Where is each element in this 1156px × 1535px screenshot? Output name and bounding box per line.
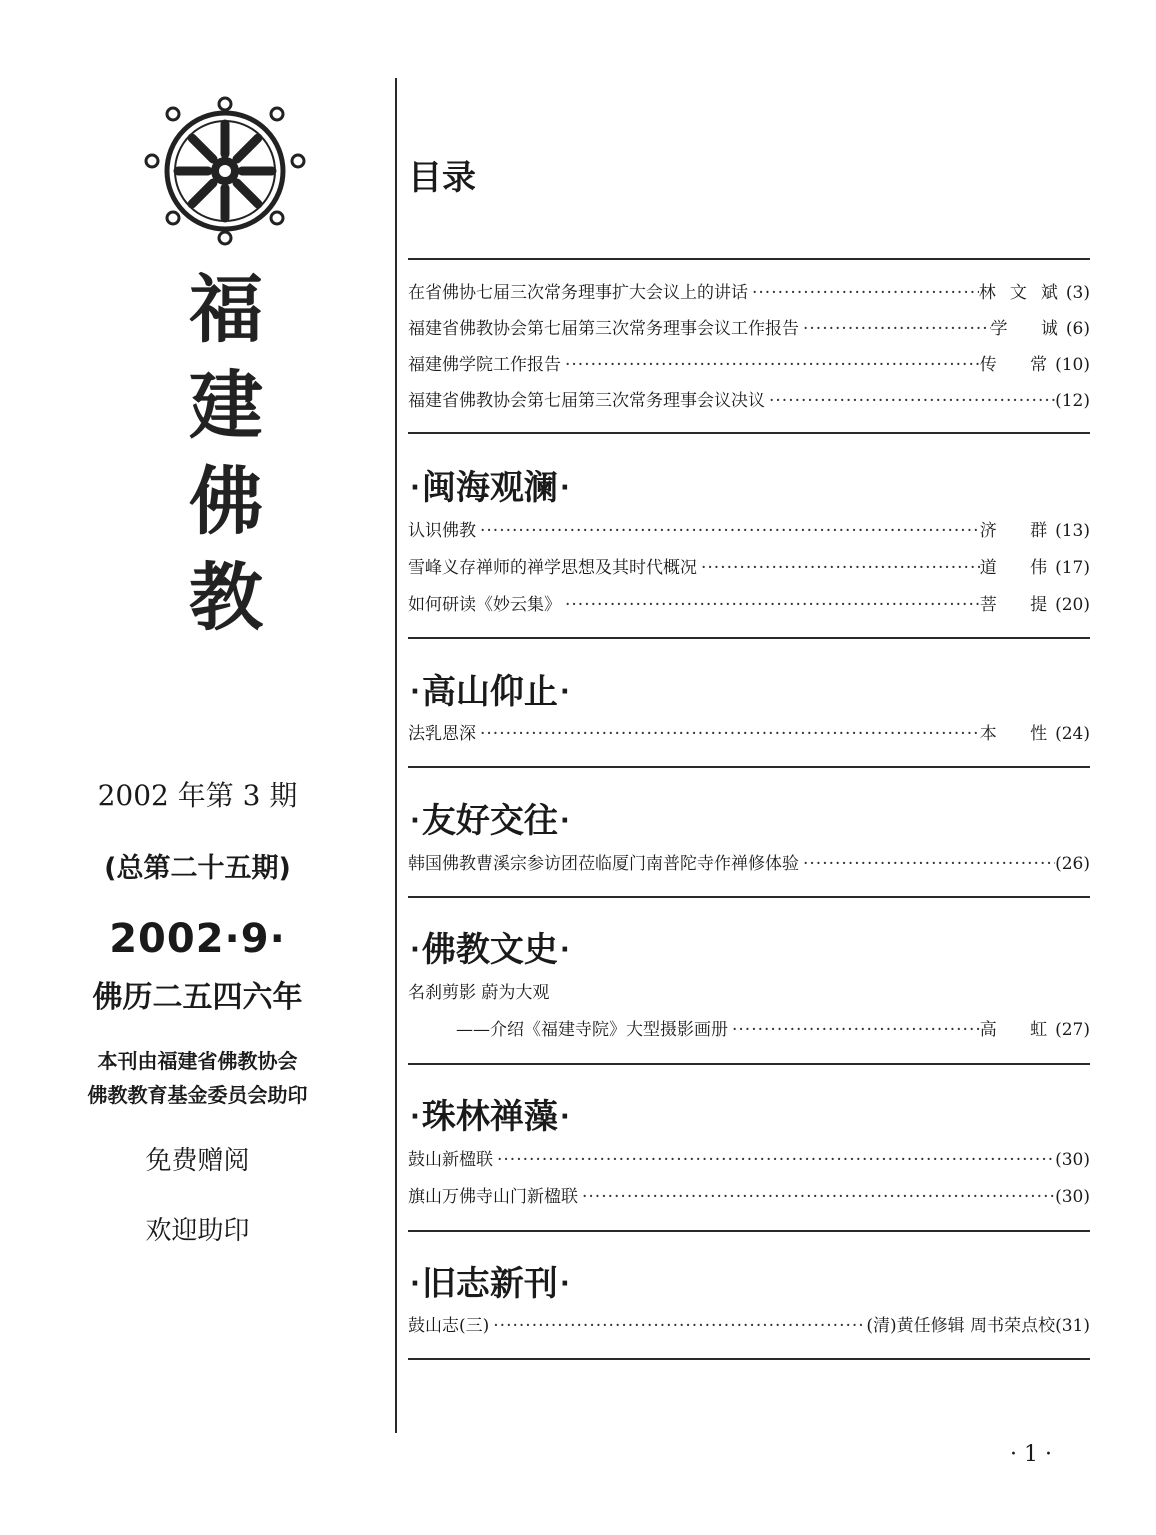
toc-entry[interactable]	[408, 1013, 1090, 1041]
entry-author: (清)黄任修辑 周书荣点校	[866, 1316, 1056, 1336]
sponsor-line: 本刊由福建省佛教协会	[97, 1049, 298, 1073]
buddhist-calendar: 佛历二五四六年	[92, 980, 303, 1015]
entry-page: (6)	[1065, 319, 1090, 339]
entry-page: (20)	[1055, 595, 1090, 615]
toc-entry[interactable]	[408, 588, 1090, 616]
entry-author: 济 群	[979, 521, 1062, 541]
section-name: 旧志新刊	[421, 1264, 558, 1304]
entry-author: 菩 提	[979, 595, 1062, 615]
toc-entry[interactable]	[408, 976, 1090, 1004]
page-number: · 1 ·	[1010, 1442, 1052, 1467]
leader-dots	[748, 282, 979, 304]
welcome-note: 欢迎助印	[145, 1216, 250, 1246]
entry-author: 高 虹	[979, 1020, 1062, 1040]
section-heading: ·高山仰止·	[410, 672, 570, 712]
entry-title: 认识佛教	[408, 521, 476, 541]
section-name: 友好交往	[421, 801, 558, 841]
entry-page: (24)	[1055, 724, 1090, 744]
section-name: 佛教文史	[421, 930, 558, 970]
entry-title: ——介绍《福建寺院》大型摄影画册	[456, 1020, 728, 1040]
toc-entry[interactable]	[408, 514, 1090, 542]
leader-dots	[476, 520, 980, 542]
entry-page: (27)	[1055, 1020, 1090, 1040]
divider	[408, 1358, 1090, 1360]
issue-number: 2002 年第 3 期	[97, 779, 298, 812]
entry-title: 鼓山志(三)	[408, 1316, 490, 1336]
title-char: 福	[189, 267, 263, 353]
entry-title: 旗山万佛寺山门新楹联	[408, 1187, 578, 1207]
leader-dots	[765, 390, 1055, 412]
entry-title: 鼓山新楹联	[408, 1150, 493, 1170]
sponsor-note	[0, 1044, 395, 1112]
dharma-wheel-icon	[140, 96, 310, 246]
entry-author: 道 伟	[979, 558, 1062, 578]
entry-title: 如何研读《妙云集》	[408, 595, 561, 615]
divider	[408, 896, 1090, 898]
title-char: 佛	[189, 459, 263, 545]
leader-dots	[578, 1186, 1055, 1208]
entry-page: (30)	[1055, 1187, 1090, 1207]
toc-entry[interactable]	[408, 1180, 1090, 1208]
toc-entry[interactable]	[408, 276, 1090, 304]
toc-entry[interactable]	[408, 1309, 1090, 1337]
section-name: 闽海观澜	[421, 468, 558, 508]
entry-title: 法乳恩深	[408, 724, 476, 744]
leader-dots	[799, 318, 991, 340]
entry-page: (13)	[1055, 521, 1090, 541]
leader-dots	[697, 557, 980, 579]
issue-date: 2002·9·	[109, 916, 286, 962]
cover-column	[0, 0, 395, 1535]
free-note: 免费赠阅	[145, 1146, 250, 1176]
entry-title: 在省佛协七届三次常务理事扩大会议上的讲话	[408, 283, 748, 303]
column-divider	[395, 78, 397, 1433]
section-heading: ·友好交往·	[410, 801, 570, 841]
entry-author: 林文斌	[978, 283, 1072, 303]
total-issue: (总第二十五期)	[104, 853, 291, 884]
section-name: 珠林禅藻	[421, 1097, 558, 1137]
entry-title: 福建佛学院工作报告	[408, 355, 561, 375]
entry-title: 名刹剪影 蔚为大观	[408, 983, 550, 1003]
magazine-title	[176, 262, 276, 646]
toc-entry[interactable]	[408, 717, 1090, 745]
entry-title: 福建省佛教协会第七届第三次常务理事会议工作报告	[408, 319, 799, 339]
toc-entry[interactable]	[408, 348, 1090, 376]
section-heading: ·佛教文史·	[410, 930, 570, 970]
leader-dots	[561, 594, 980, 616]
toc-entry[interactable]	[408, 312, 1090, 340]
toc-entry[interactable]	[408, 847, 1090, 875]
entry-author: 传 常	[979, 355, 1062, 375]
toc-entry[interactable]	[408, 1143, 1090, 1171]
toc-entry[interactable]	[408, 384, 1090, 412]
entry-page: (12)	[1055, 391, 1090, 411]
toc-title: 目录	[408, 158, 476, 198]
entry-page: (31)	[1055, 1316, 1090, 1336]
entry-title: 福建省佛教协会第七届第三次常务理事会议决议	[408, 391, 765, 411]
leader-dots	[489, 1315, 866, 1337]
leader-dots	[476, 723, 980, 745]
section-heading: ·旧志新刊·	[410, 1264, 570, 1304]
divider	[408, 1063, 1090, 1065]
title-char: 建	[189, 363, 263, 449]
entry-page: (10)	[1055, 355, 1090, 375]
entry-title: 雪峰义存禅师的禅学思想及其时代概况	[408, 558, 697, 578]
section-name: 高山仰止	[421, 672, 558, 712]
leader-dots	[493, 1149, 1055, 1171]
divider	[408, 637, 1090, 639]
section-heading: ·闽海观澜·	[410, 468, 570, 508]
entry-title: 韩国佛教曹溪宗参访团莅临厦门南普陀寺作禅修体验	[408, 854, 799, 874]
leader-dots	[561, 354, 980, 376]
entry-author: 学 诚	[990, 319, 1072, 339]
divider	[408, 766, 1090, 768]
entry-page: (30)	[1055, 1150, 1090, 1170]
entry-page: (26)	[1055, 854, 1090, 874]
divider	[408, 432, 1090, 434]
entry-page: (17)	[1055, 558, 1090, 578]
divider	[408, 1230, 1090, 1232]
entry-page: (3)	[1065, 283, 1090, 303]
entry-author: 本 性	[979, 724, 1062, 744]
sponsor-line: 佛教教育基金委员会助印	[87, 1083, 308, 1107]
leader-dots	[728, 1019, 980, 1041]
divider	[408, 258, 1090, 260]
title-char: 教	[189, 555, 263, 641]
leader-dots	[799, 853, 1055, 875]
toc-entry[interactable]	[408, 551, 1090, 579]
section-heading: ·珠林禅藻·	[410, 1097, 570, 1137]
